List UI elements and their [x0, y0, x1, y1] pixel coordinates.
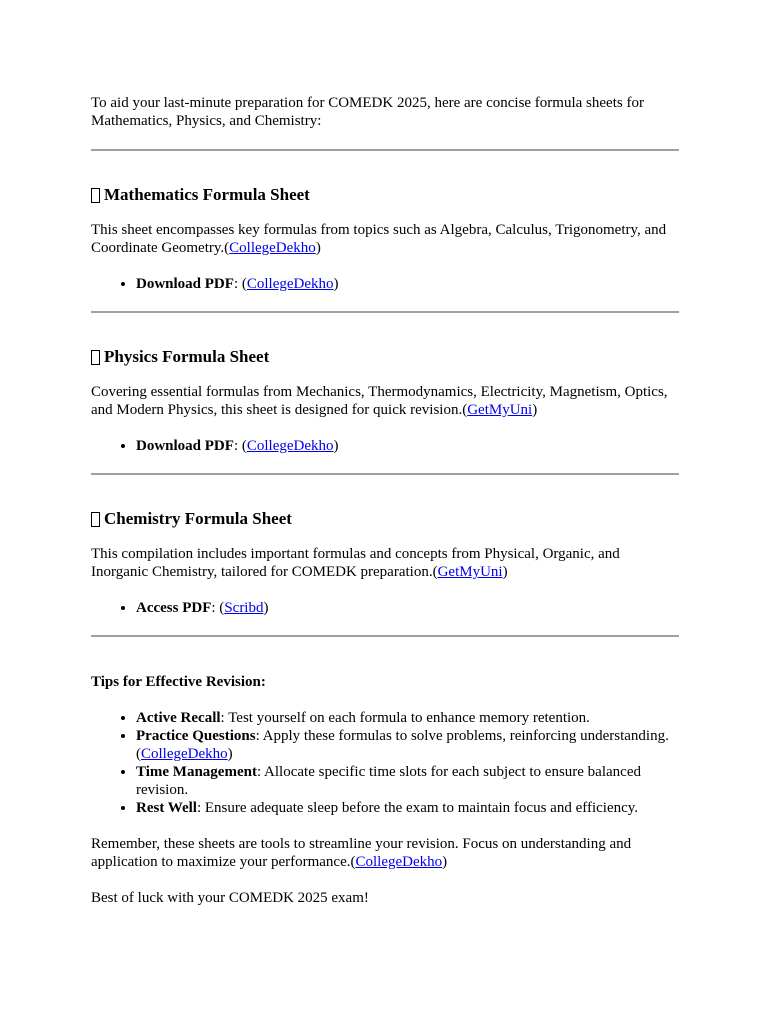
bullet-sep: : (: [211, 600, 225, 616]
paren-text: ): [263, 600, 269, 616]
list-item: [136, 437, 679, 455]
tip-text: : Allocate specific time slots for each subject to ensure balanced revision.: [136, 764, 641, 798]
document-page: [91, 94, 679, 907]
tip-label: Rest Well: [136, 800, 197, 816]
farewell-text: Best of luck with your COMEDK 2025 exam!: [91, 890, 369, 906]
source-link[interactable]: GetMyUni: [467, 402, 533, 418]
list-item: [136, 275, 679, 293]
closing-text: Remember, these sheets are tools to streamline your revision. Focus on understanding and application to maximize your performance.(: [91, 836, 632, 870]
bullet-label: Access PDF: [136, 600, 212, 616]
missing-glyph-icon: [91, 350, 100, 365]
bullet-sep: : (: [233, 276, 247, 292]
section-heading: [91, 185, 679, 205]
missing-glyph-icon: [91, 512, 100, 527]
math-section: [91, 151, 679, 293]
list-item: [136, 599, 679, 617]
paren-text: ): [442, 854, 448, 870]
source-link[interactable]: CollegeDekho: [355, 854, 443, 870]
pdf-link[interactable]: CollegeDekho: [246, 276, 334, 292]
section-bullet-list: [91, 275, 679, 293]
section-heading: [91, 509, 679, 529]
paren-text: ): [315, 240, 321, 256]
description-text: This sheet encompasses key formulas from topics such as Algebra, Calculus, Trigonometry, and Coordinate Geometry.(: [91, 222, 667, 256]
tip-label: Time Management: [136, 764, 257, 780]
source-link[interactable]: CollegeDekho: [229, 240, 316, 256]
list-item: [136, 763, 679, 799]
section-title: Physics Formula Sheet: [104, 347, 270, 366]
bullet-sep: : (: [233, 438, 247, 454]
list-item: [136, 709, 679, 727]
chemistry-section: [91, 475, 679, 617]
section-description: [91, 383, 679, 419]
section-description: [91, 545, 679, 581]
list-item: [136, 727, 679, 763]
description-text: This compilation includes important formulas and concepts from Physical, Organic, and Inorganic Chemistry, tailored for COMEDK preparation.(: [91, 546, 620, 580]
pdf-link[interactable]: Scribd: [224, 600, 264, 616]
intro-paragraph: To aid your last-minute preparation for COMEDK 2025, here are concise formula sheets for Mathematics, Physics, and Chemistry:: [91, 95, 644, 129]
section-title: Chemistry Formula Sheet: [104, 509, 292, 528]
paren-text: ): [333, 276, 339, 292]
paren-text: ): [532, 402, 538, 418]
tip-label: Active Recall: [136, 710, 221, 726]
bullet-label: Download PDF: [136, 438, 234, 454]
bullet-label: Download PDF: [136, 276, 234, 292]
section-title: Mathematics Formula Sheet: [104, 185, 310, 204]
tips-list: [91, 709, 679, 817]
closing-paragraph: [91, 835, 679, 871]
missing-glyph-icon: [91, 188, 100, 203]
section-bullet-list: [91, 437, 679, 455]
section-description: [91, 221, 679, 257]
pdf-link[interactable]: CollegeDekho: [246, 438, 334, 454]
section-heading: [91, 347, 679, 367]
description-text: Covering essential formulas from Mechanics, Thermodynamics, Electricity, Magnetism, Optics, and Modern Physics, this sheet is designed for quick revision.(: [91, 384, 668, 418]
section-bullet-list: [91, 599, 679, 617]
source-link[interactable]: GetMyUni: [437, 564, 503, 580]
tips-heading: Tips for Effective Revision:: [91, 674, 266, 690]
source-link[interactable]: CollegeDekho: [141, 746, 228, 762]
tip-text: : Test yourself on each formula to enhance memory retention.: [220, 710, 590, 726]
paren-text: ): [502, 564, 508, 580]
physics-section: [91, 313, 679, 455]
paren-text: ): [333, 438, 339, 454]
tip-text: : Apply these formulas to solve problems, reinforcing understanding. (: [136, 728, 669, 762]
list-item: [136, 799, 679, 817]
tip-label: Practice Questions: [136, 728, 256, 744]
section-divider: [91, 635, 679, 637]
paren-text: ): [227, 746, 233, 762]
tip-text: : Ensure adequate sleep before the exam to maintain focus and efficiency.: [196, 800, 639, 816]
